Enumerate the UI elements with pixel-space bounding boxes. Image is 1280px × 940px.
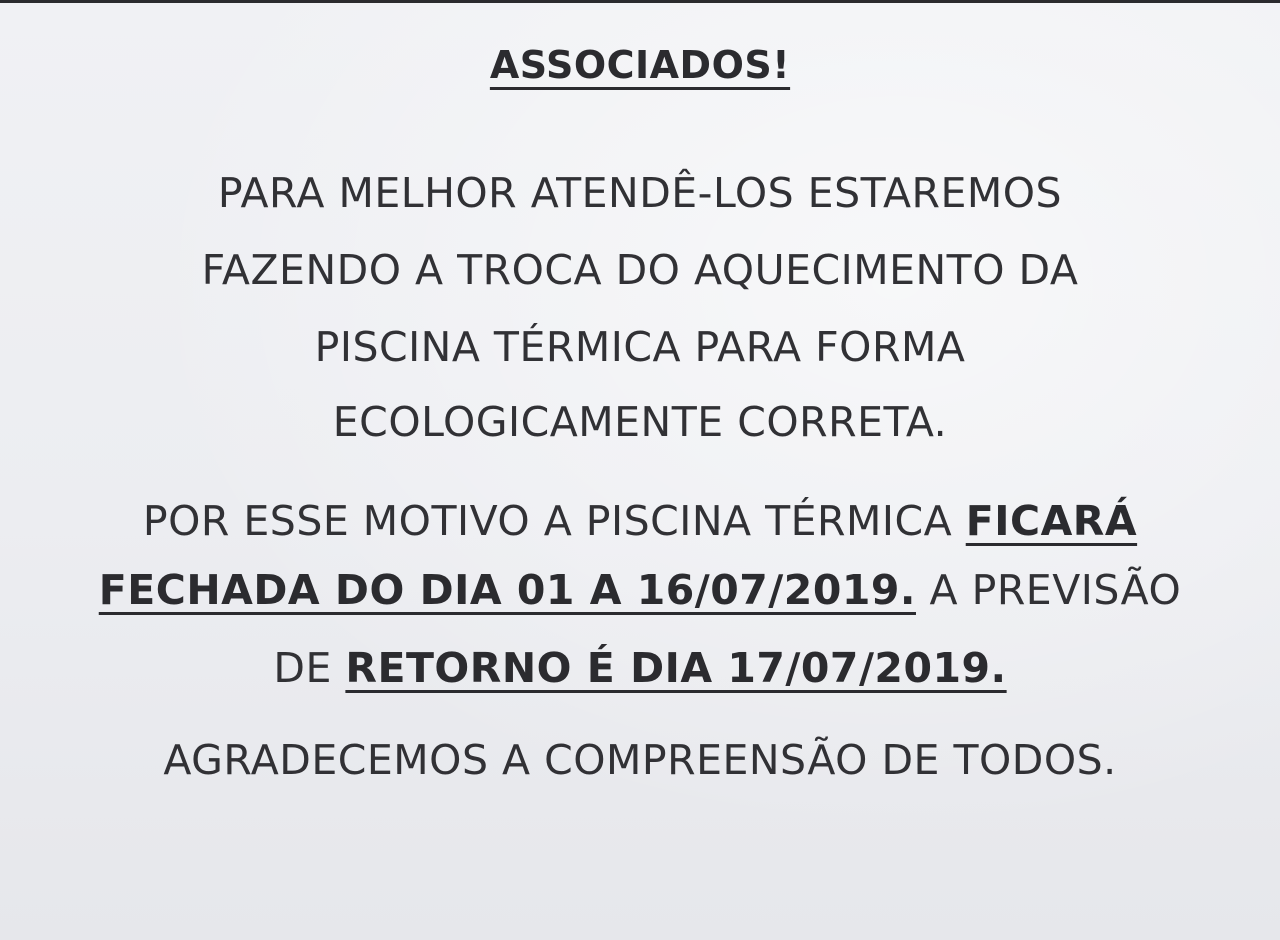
paragraph1-line1: PARA MELHOR ATENDÊ-LOS ESTAREMOS [217, 169, 1063, 217]
paragraph2-line1-text: POR ESSE MOTIVO A PISCINA TÉRMICA [142, 497, 966, 545]
closed-emphasis: FICARÁ [965, 497, 1138, 545]
return-date-emphasis: RETORNO É DIA 17/07/2019. [345, 644, 1007, 692]
notice-title-text: ASSOCIADOS! [489, 43, 791, 87]
paragraph2-line2-text: A PREVISÃO [915, 566, 1182, 614]
paragraph1-line3: PISCINA TÉRMICA PARA FORMA [314, 323, 966, 371]
paragraph2-line3 [0, 643, 1280, 693]
paragraph2-line2 [0, 565, 1280, 615]
paper-top-edge [0, 0, 1280, 3]
closed-dates-emphasis: FECHADA DO DIA 01 A 16/07/2019. [98, 566, 916, 614]
paragraph2-line3-text: DE [273, 644, 346, 692]
paragraph1-line2: FAZENDO A TROCA DO AQUECIMENTO DA [201, 246, 1079, 294]
closing-line: AGRADECEMOS A COMPREENSÃO DE TODOS. [163, 736, 1117, 784]
paragraph2-line1 [0, 496, 1280, 546]
notice-title [0, 40, 1280, 90]
paragraph1-line4: ECOLOGICAMENTE CORRETA. [332, 398, 948, 446]
